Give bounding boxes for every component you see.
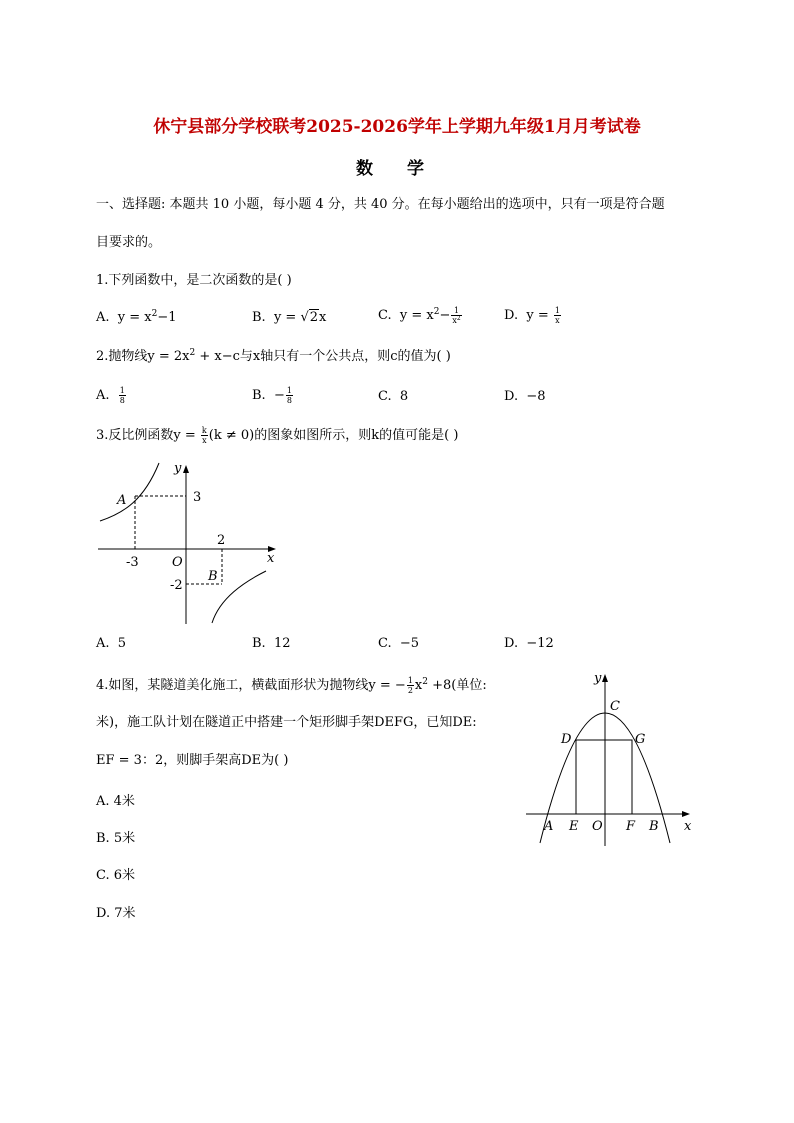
point-e-label: E [569, 819, 579, 834]
option-math: y = √2x [273, 310, 327, 325]
numerator: 1 [407, 676, 413, 685]
q4-option-c: C. 6米 [96, 868, 136, 883]
option-value: 8 [399, 389, 409, 404]
exponent: 2 [422, 677, 428, 687]
option-label: C. [378, 389, 392, 404]
tick-label-minus2: -2 [170, 578, 183, 593]
y-axis-label: y [594, 671, 602, 686]
point-b-label: B [208, 569, 218, 584]
q1-option-a [96, 310, 177, 325]
option-value: 12 [273, 636, 291, 651]
option-label: B. [252, 388, 266, 403]
q4-tunnel-parabola-figure [522, 668, 700, 848]
option-label: C. [378, 636, 392, 651]
tick-label-minus3: -3 [126, 555, 139, 570]
stem-text: 的图象如图所示，则k的值可能是( ) [254, 428, 459, 443]
option-label: B. [252, 310, 266, 325]
scaffold-rectangle-defg [576, 740, 632, 814]
stem-condition: (k ≠ 0) [208, 428, 255, 443]
q2-option-a [96, 386, 127, 405]
fraction [119, 386, 126, 405]
option-math [526, 308, 562, 323]
math-part: y = 2x [147, 349, 190, 364]
option-value: −5 [399, 636, 420, 651]
math-part: y = x [399, 308, 434, 323]
denominator: 2 [407, 686, 413, 695]
option-label: A. [96, 310, 110, 325]
origin-label: O [172, 555, 183, 570]
origin-label: O [592, 819, 603, 834]
math-part: y = [273, 310, 301, 325]
option-label: D. [504, 308, 519, 323]
hyperbola-branch-lower-right [212, 571, 266, 623]
q1-option-c [378, 306, 463, 325]
q2-option-c [378, 389, 408, 404]
y-axis-arrow [183, 465, 189, 473]
point-b-label: B [649, 819, 659, 834]
exponent: 2 [189, 348, 196, 358]
fraction [286, 386, 293, 405]
option-label: B. [252, 636, 266, 651]
point-a-label: A [117, 493, 127, 508]
q4-stem-line2: 米)，施工队计划在隧道正中搭建一个矩形脚手架DEFG，已知DE: [96, 715, 477, 730]
option-label: A. [96, 388, 110, 403]
option-math [118, 310, 177, 325]
q3-hyperbola-figure [94, 458, 284, 626]
stem-math: y = [173, 428, 200, 443]
option-label: D. [504, 636, 519, 651]
q3-option-a [96, 636, 126, 651]
math-part: y = x [117, 310, 152, 325]
q4-option-d: D. 7米 [96, 906, 136, 921]
fraction [451, 306, 461, 325]
q4-stem-line3: EF = 3：2，则脚手架高DE为( ) [96, 753, 289, 768]
denominator: 8 [286, 396, 292, 405]
option-label: A. [96, 636, 110, 651]
y-axis-arrow [602, 674, 608, 682]
x-axis-label: x [684, 819, 692, 834]
denominator: x [555, 316, 560, 325]
math-part: − [439, 308, 451, 323]
math-part: x [319, 310, 327, 325]
radicand: 2 [309, 310, 319, 325]
x-axis-label: x [267, 551, 275, 566]
fraction [407, 676, 414, 695]
point-a-label: A [544, 819, 554, 834]
option-value: −8 [526, 389, 546, 404]
option-value: 5 [117, 636, 127, 651]
q2-option-b [252, 386, 294, 405]
exponent: 2 [151, 309, 158, 319]
stem-text: 4.如图，某隧道美化施工，横截面形状为抛物线 [96, 678, 369, 693]
y-axis-label: y [174, 461, 182, 476]
den-base: x [452, 316, 457, 325]
fraction [201, 426, 208, 445]
stem-text: 与x轴只有一个公共点，则c的值为( ) [239, 349, 451, 364]
q4-option-b: B. 5米 [96, 831, 136, 846]
option-label: D. [504, 389, 519, 404]
denominator: x [202, 436, 207, 445]
stem-text: +8(单位: [427, 678, 487, 693]
q1-stem: 1.下列函数中，是二次函数的是( ) [96, 273, 292, 288]
exponent: 2 [456, 315, 461, 322]
q2-option-d [504, 389, 546, 404]
stem-text: 3.反比例函数 [96, 428, 174, 443]
math-part: + x−c [195, 349, 240, 364]
point-c-label: C [610, 699, 620, 714]
numerator: 1 [451, 306, 461, 316]
fraction [554, 306, 561, 325]
stem-math: y = − [368, 678, 406, 693]
numerator: 1 [554, 306, 560, 315]
q3-option-d [504, 636, 554, 651]
sign: − [273, 388, 285, 403]
q2-stem [96, 348, 451, 366]
numerator: k [201, 426, 207, 435]
q3-option-b [252, 636, 291, 651]
point-g-label: G [635, 732, 646, 747]
option-label: C. [378, 308, 392, 323]
stem-text: 2.抛物线 [96, 349, 148, 364]
tick-label-2: 2 [217, 533, 226, 548]
point-f-label: F [626, 819, 636, 834]
q3-stem [96, 426, 458, 445]
stem-math [147, 349, 240, 364]
q4-stem-line1 [96, 676, 487, 695]
q1-option-d [504, 306, 562, 325]
numerator: 1 [286, 386, 292, 395]
section-instructions-line1: 一、选择题: 本题共 10 小题，每小题 4 分，共 40 分。在每小题给出的选项中，只有一项是符合题 [96, 197, 665, 212]
denominator [451, 316, 461, 325]
q1-option-b [252, 310, 326, 325]
numerator: 1 [119, 386, 125, 395]
exponent: 2 [433, 307, 440, 317]
math-part: −1 [157, 310, 177, 325]
math-part: y = [526, 308, 553, 323]
q3-option-c [378, 636, 419, 651]
option-math [400, 308, 463, 323]
hyperbola-branch-upper-left [100, 463, 159, 521]
option-value: −12 [526, 636, 554, 651]
subject-heading: 数 学 [356, 159, 438, 179]
x-axis-arrow [682, 811, 690, 817]
denominator: 8 [119, 396, 125, 405]
tick-label-3: 3 [193, 490, 202, 505]
q4-option-a: A. 4米 [96, 794, 135, 809]
stem-math: x [414, 678, 423, 693]
exam-title: 休宁县部分学校联考2025-2026学年上学期九年级1月月考试卷 [153, 117, 641, 137]
point-d-label: D [561, 732, 572, 747]
section-instructions-line2: 目要求的。 [96, 235, 162, 250]
